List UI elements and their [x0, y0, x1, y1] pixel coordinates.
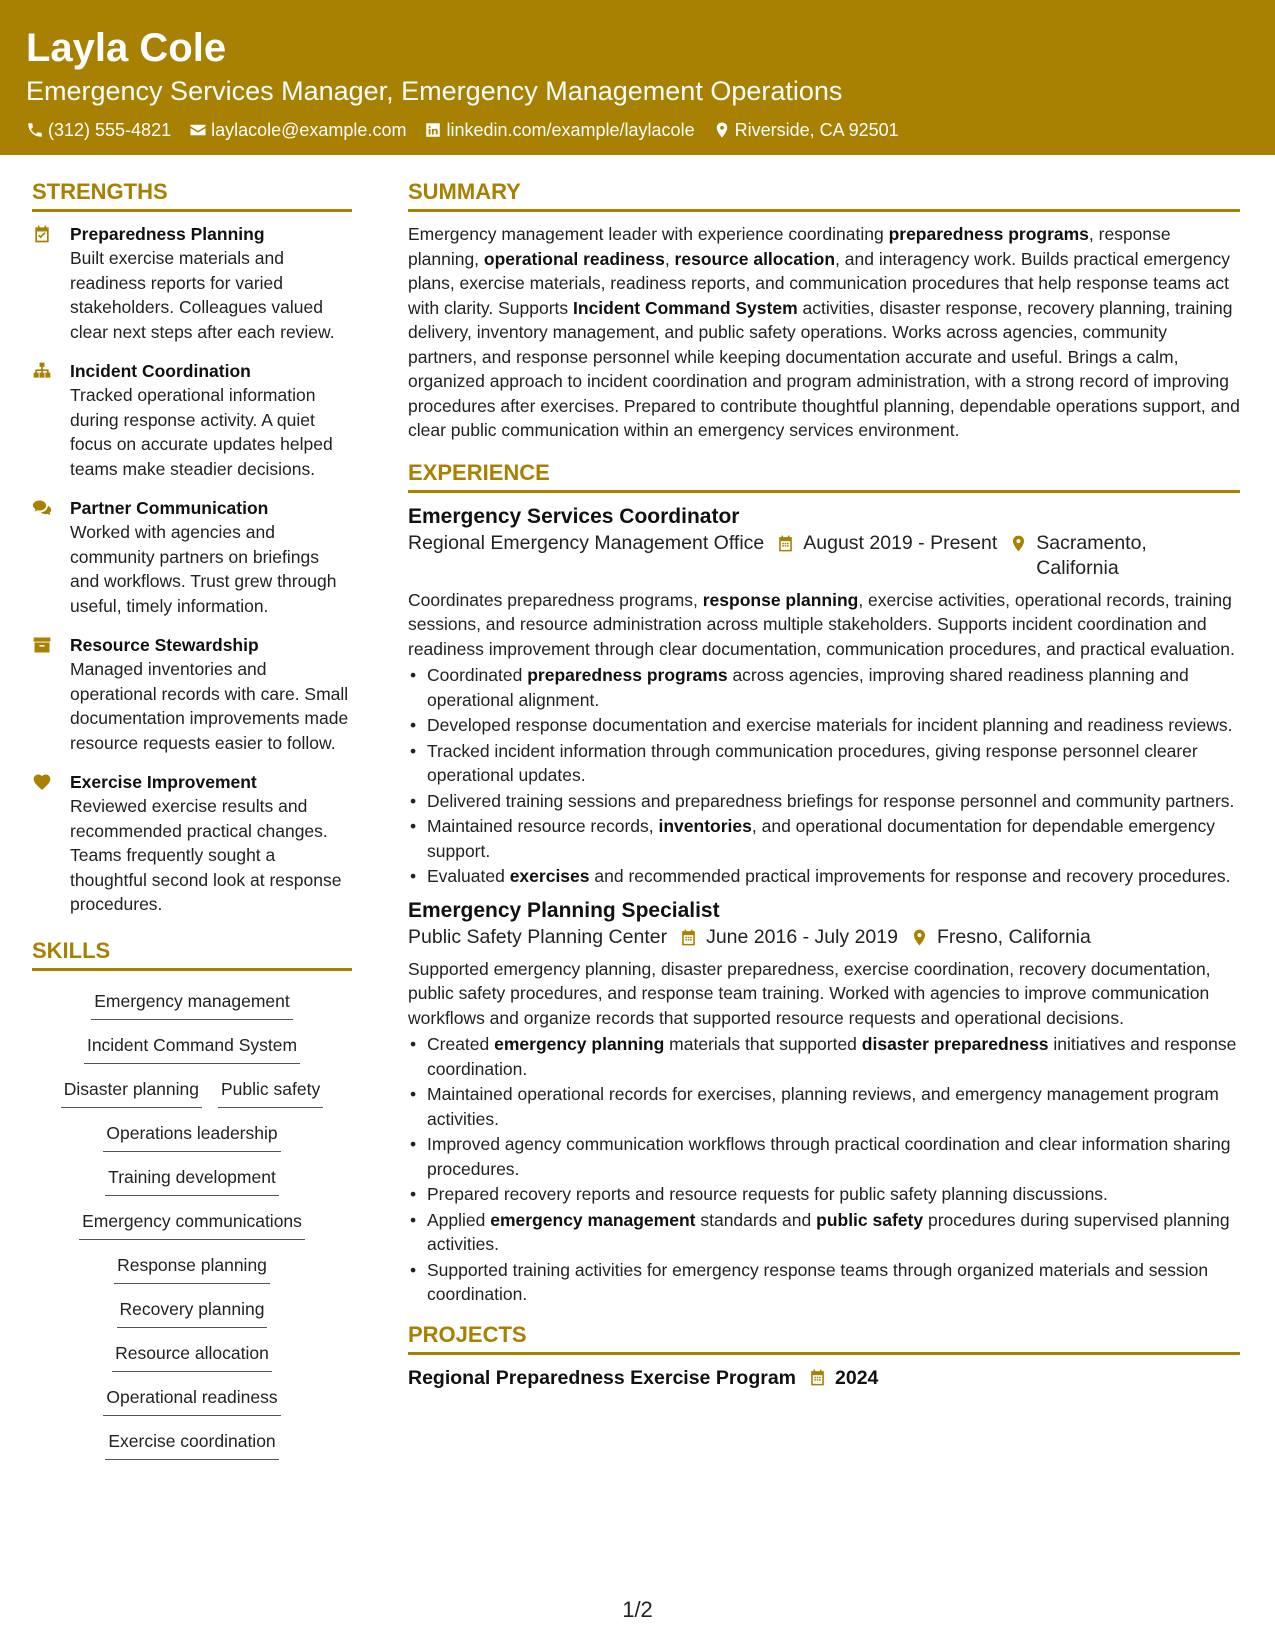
bullet-item: • Developed response documentation and exercise materials for incident planning and readiness reviews. — [408, 713, 1240, 738]
job-meta — [408, 925, 1240, 950]
skill-tag: Public safety — [218, 1075, 323, 1108]
page-number: 1/2 — [622, 1597, 653, 1622]
contact-location — [713, 118, 899, 142]
job-org: Public Safety Planning Center — [408, 925, 668, 948]
skill-tag: Operational readiness — [103, 1383, 280, 1416]
skill-tag: Recovery planning — [117, 1295, 268, 1328]
left-column — [32, 178, 352, 1471]
calendar-icon — [776, 534, 795, 553]
summary-text: Emergency management leader with experience coordinating preparedness programs, response planning, operational readiness, resource allocation, and interagency work. Builds practical emergency plans, exercise materials, readiness reports, and communication procedures that help response teams act with clarity. Supports Incident Command System activities, disaster response, recovery planning, training delivery, inventory management, and public safety operations. Works across agencies, community partners, and response personnel while keeping documentation accurate and useful. Brings a calm, organized approach to incident coordination and program administration, with a strong record of improving procedures after exercises. Prepared to contribute thoughtful planning, dependable operations support, and clear public communication within an emergency services environment. — [408, 224, 1240, 440]
job-meta — [408, 531, 1240, 581]
strength-desc: Worked with agencies and community partners on briefings and workflows. Trust grew through useful, timely information. — [70, 522, 337, 616]
bullet-item: • Maintained resource records, inventories, and operational documentation for dependable emergency support. — [408, 814, 1240, 863]
strength-item — [32, 633, 352, 755]
phone-icon — [26, 121, 44, 139]
job-description: Coordinates preparedness programs, response planning, exercise activities, operational records, training sessions, and resource administration across multiple stakeholders. Supports incident coordination and readiness improvement through clear documentation, communication procedures, and practical evaluation. — [408, 589, 1235, 659]
skill-tag: Incident Command System — [84, 1031, 300, 1064]
email-text: laylacole@example.com — [211, 120, 407, 140]
skill-tag: Training development — [105, 1163, 279, 1196]
project-title: Regional Preparedness Exercise Program — [408, 1366, 797, 1389]
skill-tag: Exercise coordination — [105, 1427, 278, 1460]
bullet-item: • Prepared recovery reports and resource requests for public safety planning discussions. — [408, 1182, 1240, 1207]
job-entry — [408, 503, 1240, 889]
job-dates: August 2019 - Present — [803, 531, 998, 554]
skill-tag: Emergency management — [91, 987, 293, 1020]
strength-title: Partner Communication — [70, 498, 269, 518]
linkedin-text: linkedin.com/example/laylacole — [446, 120, 695, 140]
skills-heading: SKILLS — [32, 937, 352, 971]
resume-header — [0, 0, 1275, 155]
bullet-item: • Tracked incident information through communication procedures, giving response personnel clearer operational updates. — [408, 739, 1240, 788]
location-text: Riverside, CA 92501 — [734, 120, 899, 140]
strength-title: Preparedness Planning — [70, 224, 265, 244]
bullet-item: • Supported training activities for emergency response teams through organized materials and session coordination. — [408, 1258, 1240, 1307]
contact-bar — [26, 118, 1249, 142]
phone-text: (312) 555-4821 — [48, 120, 172, 140]
job-org: Regional Emergency Management Office — [408, 531, 765, 554]
bullet-item: • Maintained operational records for exercises, planning reviews, and emergency management program activities. — [408, 1082, 1240, 1131]
linkedin-icon — [424, 121, 442, 139]
map-pin-icon — [713, 121, 731, 139]
strength-item — [32, 770, 352, 917]
contact-phone[interactable] — [26, 118, 171, 142]
contact-email[interactable] — [189, 118, 406, 142]
skill-tag: Operations leadership — [103, 1119, 280, 1152]
envelope-icon — [189, 121, 207, 139]
project-year: 2024 — [835, 1366, 879, 1389]
map-pin-icon — [910, 928, 929, 947]
strength-item — [32, 222, 352, 344]
strength-desc: Managed inventories and operational records with care. Small documentation improvements made resource requests easier to follow. — [70, 659, 349, 753]
job-dates: June 2016 - July 2019 — [706, 925, 898, 948]
heart-icon — [32, 772, 52, 792]
job-bullets — [408, 663, 1240, 889]
calendar-icon — [808, 1368, 827, 1387]
comments-icon — [32, 498, 52, 518]
strength-title: Incident Coordination — [70, 361, 251, 381]
job-title: Emergency Services Coordinator — [408, 504, 740, 528]
projects-heading: PROJECTS — [408, 1321, 1240, 1355]
skill-tag: Emergency communications — [79, 1207, 305, 1240]
job-bullets — [408, 1032, 1240, 1307]
org-chart-icon — [32, 361, 52, 381]
job-description: Supported emergency planning, disaster preparedness, exercise coordination, recovery documentation, public safety procedures, and response team training. Worked with agencies to improve communication workflows and organize records that supported resource requests and operational decisions. — [408, 958, 1211, 1028]
job-location: Fresno, California — [936, 925, 1091, 948]
strength-title: Exercise Improvement — [70, 772, 257, 792]
job-location: Sacramento, California — [1036, 531, 1147, 579]
contact-linkedin[interactable] — [424, 118, 694, 142]
bullet-item: • Applied emergency management standards and public safety procedures during supervised planning activities. — [408, 1208, 1240, 1257]
job-title: Emergency Planning Specialist — [408, 898, 720, 922]
strength-desc: Built exercise materials and readiness reports for varied stakeholders. Colleagues valued clear next steps after each review. — [70, 248, 335, 342]
bullet-item: • Created emergency planning materials that supported disaster preparedness initiatives and response coordination. — [408, 1032, 1240, 1081]
skill-tag: Response planning — [114, 1251, 270, 1284]
skill-tag: Disaster planning — [61, 1075, 202, 1108]
summary-heading: SUMMARY — [408, 178, 1240, 212]
strength-item — [32, 496, 352, 618]
map-pin-icon — [1009, 534, 1028, 553]
skills-list — [32, 981, 352, 1460]
strength-desc: Tracked operational information during response activity. A quiet focus on accurate updates helped teams make steadier decisions. — [70, 385, 333, 479]
calendar-check-icon — [32, 224, 52, 244]
skill-tag: Resource allocation — [112, 1339, 272, 1372]
strength-title: Resource Stewardship — [70, 635, 259, 655]
strength-desc: Reviewed exercise results and recommended practical changes. Teams frequently sought a thoughtful second look at response procedures. — [70, 796, 342, 914]
candidate-title: Emergency Services Manager, Emergency Management Operations — [26, 76, 843, 106]
job-entry — [408, 897, 1240, 1307]
project-item — [408, 1365, 1240, 1391]
bullet-item: • Evaluated exercises and recommended practical improvements for response and recovery procedures. — [408, 864, 1240, 889]
experience-heading: EXPERIENCE — [408, 459, 1240, 493]
candidate-name: Layla Cole — [26, 26, 227, 70]
bullet-item: • Delivered training sessions and preparedness briefings for response personnel and community partners. — [408, 789, 1240, 814]
right-column — [408, 178, 1240, 1391]
archive-box-icon — [32, 635, 52, 655]
calendar-icon — [679, 928, 698, 947]
strengths-heading: STRENGTHS — [32, 178, 352, 212]
bullet-item: • Coordinated preparedness programs across agencies, improving shared readiness planning and operational alignment. — [408, 663, 1240, 712]
strength-item — [32, 359, 352, 481]
bullet-item: • Improved agency communication workflows through practical coordination and clear information sharing procedures. — [408, 1132, 1240, 1181]
